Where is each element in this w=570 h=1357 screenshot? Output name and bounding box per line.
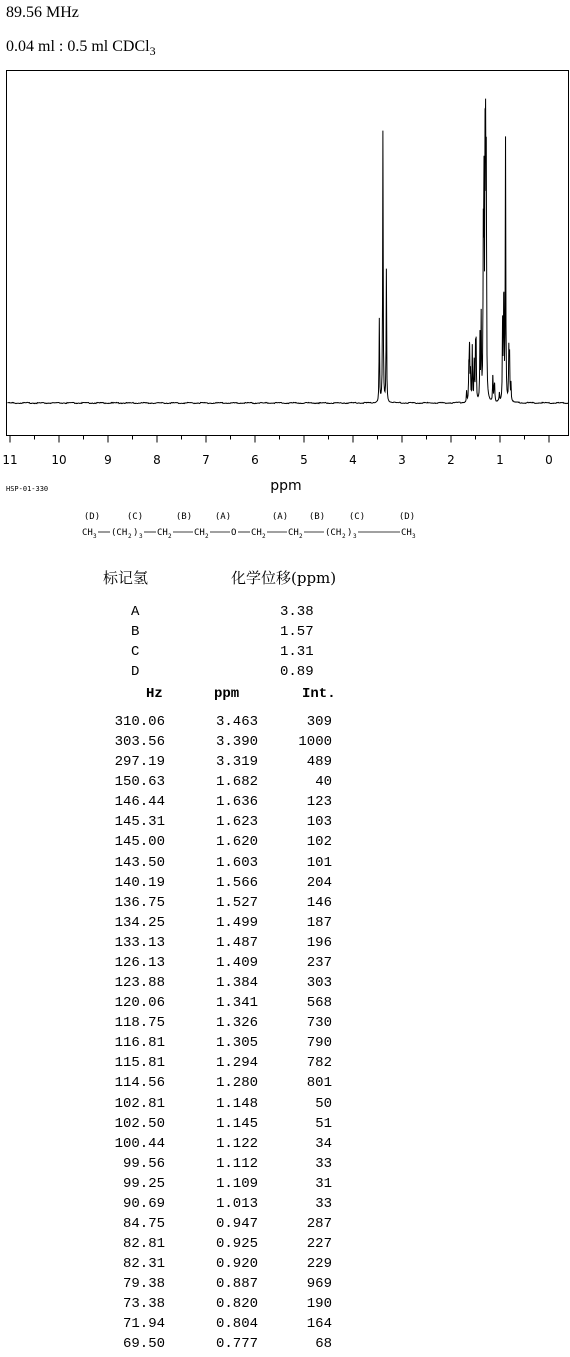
label-b-right: (B) (308, 512, 326, 522)
formula-ch3-left-sub: 3 (93, 533, 97, 538)
x-tick-label: 0 (545, 453, 553, 467)
peak-hz: 143.50 (114, 854, 165, 871)
formula-ch2-b-right: CH (288, 528, 299, 538)
sample-text: 0.04 ml : 0.5 ml CDCl (6, 38, 150, 55)
peak-hz: 84.75 (122, 1216, 165, 1232)
peak-hz: 134.25 (114, 914, 165, 931)
peak-hz: 69.50 (122, 1336, 165, 1353)
spectrometer-frequency: 89.56 MHz (6, 4, 79, 21)
peak-int: 227 (306, 1236, 332, 1253)
peak-hz: 133.13 (114, 934, 165, 951)
formula (82, 528, 416, 538)
spectrum-code: HSP-01-330 (6, 485, 49, 493)
x-tick-label: 2 (447, 453, 455, 467)
peak-ppm: 1.341 (215, 995, 258, 1012)
formula-ch2-b-right-sub: 2 (299, 533, 303, 538)
peak-hz: 145.00 (114, 834, 165, 851)
peak-hz: 90.69 (122, 1195, 165, 1212)
peak-int: 102 (306, 834, 332, 851)
peak-hz: 100.44 (114, 1135, 165, 1152)
peak-int: 309 (306, 714, 332, 730)
column-header-ppm: ppm (214, 686, 240, 702)
peak-int: 489 (306, 754, 332, 771)
peak-hz: 102.81 (114, 1095, 165, 1112)
peak-ppm: 1.305 (215, 1035, 258, 1052)
x-tick-label: 3 (398, 453, 406, 467)
x-tick-label: 4 (349, 453, 357, 467)
peak-ppm: 3.390 (215, 734, 258, 751)
peak-ppm: 3.319 (215, 754, 258, 771)
peak-int: 146 (306, 894, 332, 911)
peak-hz: 115.81 (114, 1055, 165, 1072)
formula-ch3-left: CH (82, 528, 93, 538)
spectrum-trace (8, 99, 569, 404)
peak-int: 101 (306, 854, 332, 871)
x-axis-label: ppm (270, 478, 302, 494)
formula-ch2-b-left-sub: 2 (168, 533, 172, 538)
formula-ch2-a-right-sub: 2 (262, 533, 266, 538)
peak-ppm: 1.623 (215, 814, 258, 831)
assignment-row-label: D (131, 664, 140, 680)
formula-ch2-a-right: CH (251, 528, 262, 538)
peak-int: 123 (306, 794, 332, 811)
peak-ppm: 3.463 (215, 714, 258, 730)
peak-hz: 120.06 (114, 995, 165, 1012)
x-tick-label: 11 (2, 453, 18, 467)
peak-int: 50 (315, 1095, 332, 1112)
x-tick-label: 9 (104, 453, 112, 467)
peak-int: 204 (306, 874, 332, 891)
x-tick-label: 10 (51, 453, 67, 467)
formula-ch2n-left-sub1: 2 (128, 533, 132, 538)
peak-ppm: 0.920 (215, 1256, 258, 1273)
peak-int: 782 (306, 1055, 332, 1072)
peak-int: 40 (315, 774, 332, 791)
x-tick-label: 1 (496, 453, 504, 467)
formula-ch2n-right-mid: ) (347, 528, 353, 538)
formula-ch2n-left: (CH (111, 528, 128, 538)
assignment-row-label: B (131, 624, 140, 640)
peak-ppm: 0.804 (215, 1316, 258, 1333)
peak-ppm: 0.887 (215, 1276, 258, 1293)
peak-hz: 136.75 (114, 894, 165, 911)
peak-int: 801 (306, 1075, 332, 1092)
peak-int: 187 (306, 914, 332, 931)
label-d-left: (D) (83, 512, 101, 522)
peak-int: 190 (306, 1296, 332, 1313)
peak-hz: 73.38 (122, 1296, 165, 1313)
peak-hz: 116.81 (114, 1035, 165, 1052)
peak-int: 196 (306, 934, 332, 951)
peak-ppm: 1.109 (215, 1175, 258, 1192)
peak-int: 229 (306, 1256, 332, 1273)
assignment-row-shift: 3.38 (280, 604, 314, 620)
formula-ch3-right: CH (401, 528, 412, 538)
peak-hz: 310.06 (114, 714, 165, 730)
peak-ppm: 1.603 (215, 854, 258, 871)
peak-hz: 145.31 (114, 814, 165, 831)
peak-hz: 82.81 (122, 1236, 165, 1253)
peak-int: 303 (306, 975, 332, 992)
peak-int: 568 (306, 995, 332, 1012)
peak-ppm: 1.148 (215, 1095, 258, 1112)
peak-ppm: 0.777 (215, 1336, 258, 1353)
peak-ppm: 1.409 (215, 954, 258, 971)
peak-hz: 114.56 (114, 1075, 165, 1092)
peak-int: 790 (306, 1035, 332, 1052)
x-axis (2, 436, 552, 468)
assignment-row-shift: 1.57 (280, 624, 314, 640)
formula-ch2n-left-sub2: 3 (139, 533, 143, 538)
label-a-right: (A) (271, 512, 289, 522)
x-tick-label: 7 (202, 453, 210, 467)
peak-int: 237 (306, 954, 332, 971)
peak-hz: 303.56 (114, 734, 165, 751)
label-b-left: (B) (175, 512, 193, 522)
peak-hz: 297.19 (114, 754, 165, 771)
peak-ppm: 1.566 (215, 874, 258, 891)
label-d-right: (D) (398, 512, 416, 522)
formula-ch2n-right-sub2: 3 (353, 533, 357, 538)
peak-ppm: 1.682 (215, 774, 258, 791)
peak-int: 969 (306, 1276, 332, 1293)
assignment-row-shift: 0.89 (280, 664, 314, 680)
peak-int: 287 (306, 1216, 332, 1232)
peak-int: 68 (315, 1336, 332, 1353)
peak-ppm: 1.499 (215, 914, 258, 931)
formula-ch3-right-sub: 3 (412, 533, 416, 538)
peak-ppm: 1.280 (215, 1075, 258, 1092)
molecular-structure (80, 508, 440, 538)
column-header-hz: Hz (146, 686, 163, 702)
peak-ppm: 1.384 (215, 975, 258, 992)
peak-ppm: 1.122 (215, 1135, 258, 1152)
formula-ch2n-right: (CH (325, 528, 342, 538)
x-tick-label: 8 (153, 453, 161, 467)
formula-ch2-a-left: CH (194, 528, 205, 538)
peak-hz: 146.44 (114, 794, 165, 811)
peak-ppm: 1.636 (215, 794, 258, 811)
peak-int: 33 (315, 1195, 332, 1212)
peak-hz: 126.13 (114, 954, 165, 971)
peak-hz: 102.50 (114, 1115, 165, 1132)
peak-ppm: 1.326 (215, 1015, 258, 1032)
peak-ppm: 0.820 (215, 1296, 258, 1313)
sample-subscript: 3 (149, 44, 156, 59)
sample-concentration (6, 38, 156, 59)
assignment-shift-header: 化学位移(ppm) (231, 569, 337, 587)
formula-ch2n-right-sub1: 2 (342, 533, 346, 538)
x-tick-label: 6 (251, 453, 259, 467)
peak-ppm: 0.947 (215, 1216, 258, 1232)
peak-ppm: 0.925 (215, 1236, 258, 1253)
peak-ppm: 1.112 (215, 1155, 258, 1172)
formula-ch2n-left-mid: ) (133, 528, 139, 538)
peak-hz: 99.25 (122, 1175, 165, 1192)
peak-int: 103 (306, 814, 332, 831)
peak-int: 33 (315, 1155, 332, 1172)
peak-int: 164 (306, 1316, 332, 1333)
peak-int: 1000 (298, 734, 332, 751)
assignment-row-shift: 1.31 (280, 644, 314, 660)
peak-hz: 82.31 (122, 1256, 165, 1273)
peak-ppm: 1.294 (215, 1055, 258, 1072)
peak-hz: 71.94 (122, 1316, 165, 1333)
formula-ch2-b-left: CH (157, 528, 168, 538)
assignment-row-label: C (131, 644, 140, 660)
peak-int: 34 (315, 1135, 332, 1152)
peak-ppm: 1.013 (215, 1195, 258, 1212)
peak-hz: 118.75 (114, 1015, 165, 1032)
formula-ch2-a-left-sub: 2 (205, 533, 209, 538)
peak-int: 51 (315, 1115, 332, 1132)
peak-ppm: 1.620 (215, 834, 258, 851)
peak-hz: 79.38 (122, 1276, 165, 1293)
peak-ppm: 1.145 (215, 1115, 258, 1132)
peak-int: 31 (315, 1175, 332, 1192)
column-header-int: Int. (302, 686, 336, 702)
nmr-spectrum-chart (0, 60, 570, 500)
peak-hz: 150.63 (114, 774, 165, 791)
peak-int: 730 (306, 1015, 332, 1032)
formula-oxygen: O (231, 528, 237, 538)
assignment-label-header: 标记氢 (103, 569, 149, 587)
label-c-right: (C) (348, 512, 366, 522)
peak-ppm: 1.527 (215, 894, 258, 911)
peak-hz: 99.56 (122, 1155, 165, 1172)
label-c-left: (C) (126, 512, 144, 522)
peak-hz: 123.88 (114, 975, 165, 992)
x-tick-label: 5 (300, 453, 308, 467)
peak-hz: 140.19 (114, 874, 165, 891)
label-a-left: (A) (214, 512, 232, 522)
peak-ppm: 1.487 (215, 934, 258, 951)
assignment-row-label: A (131, 604, 140, 620)
